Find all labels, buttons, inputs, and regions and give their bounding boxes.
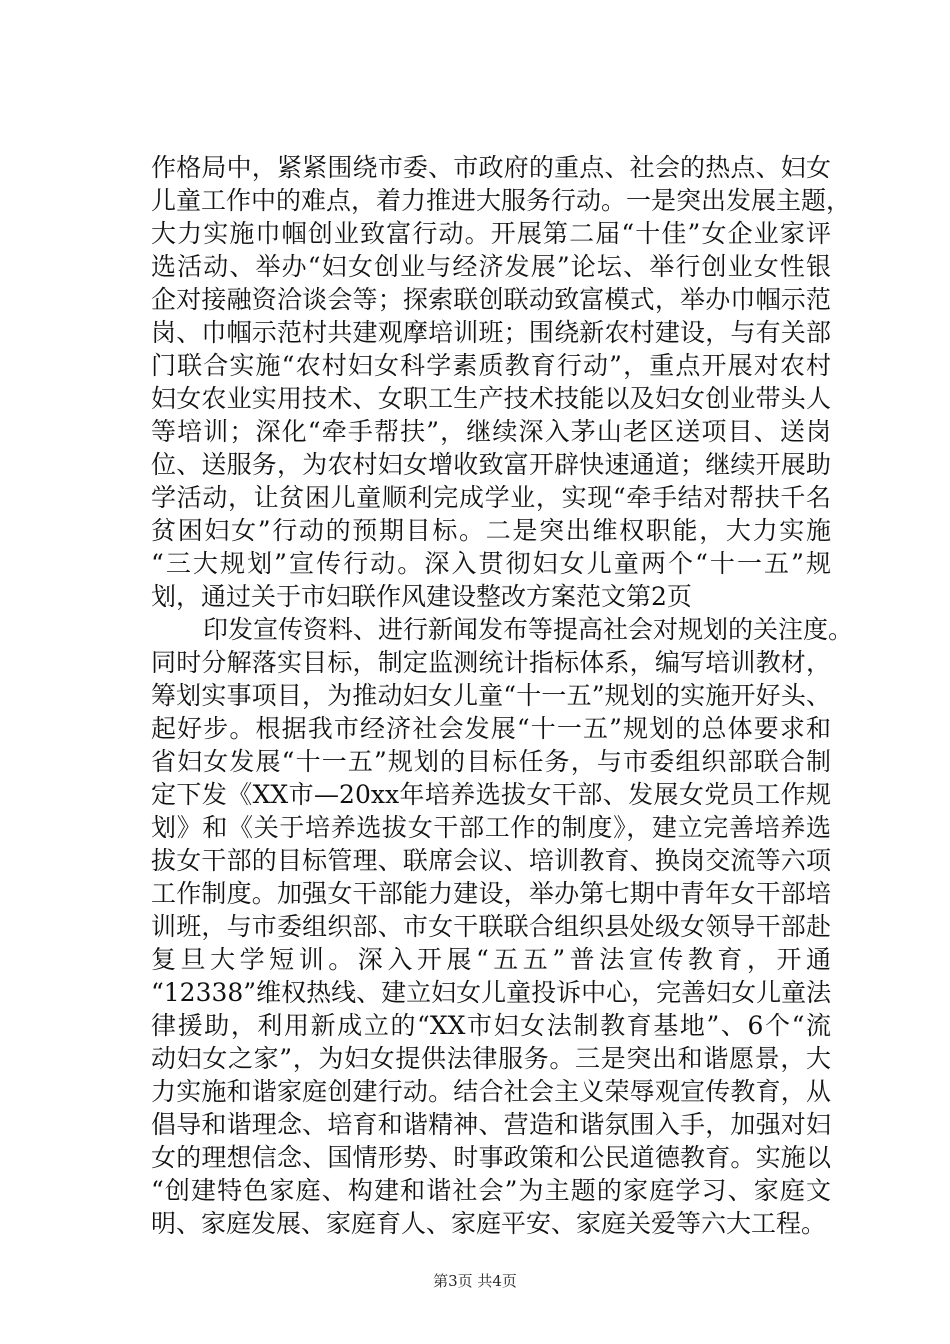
text-line: 位、送服务，为农村妇女增收致富开辟快速通道；继续开展助 — [151, 450, 831, 479]
text-line: 划》和《关于培养选拔女干部工作的制度》，建立完善培养选 — [151, 813, 831, 842]
text-line: 作格局中，紧紧围绕市委、市政府的重点、社会的热点、妇女 — [151, 153, 831, 182]
text-line: 复旦大学短训。深入开展“五五”普法宣传教育，开通 — [151, 945, 831, 974]
text-line: 选活动、举办“妇女创业与经济发展”论坛、举行创业女性银 — [151, 252, 831, 281]
text-line: 筹划实事项目，为推动妇女儿童“十一五”规划的实施开好头、 — [151, 681, 831, 710]
text-line: 明、家庭发展、家庭育人、家庭平安、家庭关爱等六大工程。 — [151, 1209, 827, 1238]
text-line: 学活动，让贫困儿童顺利完成学业，实现“牵手结对帮扶千名 — [151, 483, 831, 512]
page-footer: 第3页 共4页 — [433, 1272, 517, 1290]
text-line: 力实施和谐家庭创建行动。结合社会主义荣辱观宣传教育，从 — [151, 1077, 831, 1106]
text-line: 划，通过关于市妇联作风建设整改方案范文第2页 — [151, 582, 692, 611]
text-line: “三大规划”宣传行动。深入贯彻妇女儿童两个“十一五”规 — [151, 549, 831, 578]
text-line: 定下发《XX市—20xx年培养选拔女干部、发展女党员工作规 — [151, 780, 831, 809]
text-line: 贫困妇女”行动的预期目标。二是突出维权职能，大力实施 — [151, 516, 831, 545]
text-line: 门联合实施“农村妇女科学素质教育行动”，重点开展对农村 — [151, 351, 831, 380]
text-line: 同时分解落实目标，制定监测统计指标体系，编写培训教材， — [151, 648, 831, 677]
document-body — [151, 151, 854, 1240]
text-line: “12338”维权热线、建立妇女儿童投诉中心，完善妇女儿童法 — [151, 978, 832, 1007]
text-line: 省妇女发展“十一五”规划的目标任务，与市委组织部联合制 — [151, 747, 831, 776]
text-line: 企对接融资洽谈会等；探索联创联动致富模式，举办巾帼示范 — [151, 285, 831, 314]
paragraph — [151, 151, 852, 613]
text-line: 大力实施巾帼创业致富行动。开展第二届“十佳”女企业家评 — [151, 219, 831, 248]
text-line: 女的理想信念、国情形势、时事政策和公民道德教育。实施以 — [151, 1143, 831, 1172]
text-line: 印发宣传资料、进行新闻发布等提高社会对规划的关注度。 — [203, 615, 854, 644]
text-line: 拔女干部的目标管理、联席会议、培训教育、换岗交流等六项 — [151, 846, 831, 875]
text-line: 岗、巾帼示范村共建观摩培训班；围绕新农村建设，与有关部 — [151, 318, 831, 347]
text-line: 起好步。根据我市经济社会发展“十一五”规划的总体要求和 — [151, 714, 831, 743]
text-line: 律援助，利用新成立的“XX市妇女法制教育基地”、6个“流 — [151, 1011, 831, 1040]
text-line: 倡导和谐理念、培育和谐精神、营造和谐氛围入手，加强对妇 — [151, 1110, 831, 1139]
text-line: 工作制度。加强女干部能力建设，举办第七期中青年女干部培 — [151, 879, 831, 908]
text-line: 等培训；深化“牵手帮扶”，继续深入茅山老区送项目、送岗 — [151, 417, 831, 446]
text-line: 妇女农业实用技术、女职工生产技术技能以及妇女创业带头人 — [151, 384, 831, 413]
text-line: “创建特色家庭、构建和谐社会”为主题的家庭学习、家庭文 — [151, 1176, 831, 1205]
text-line: 训班，与市委组织部、市女干联联合组织县处级女领导干部赴 — [151, 912, 831, 941]
paragraph — [151, 613, 854, 1240]
text-line: 动妇女之家”，为妇女提供法律服务。三是突出和谐愿景，大 — [151, 1044, 831, 1073]
text-line: 儿童工作中的难点，着力推进大服务行动。一是突出发展主题， — [151, 186, 852, 215]
